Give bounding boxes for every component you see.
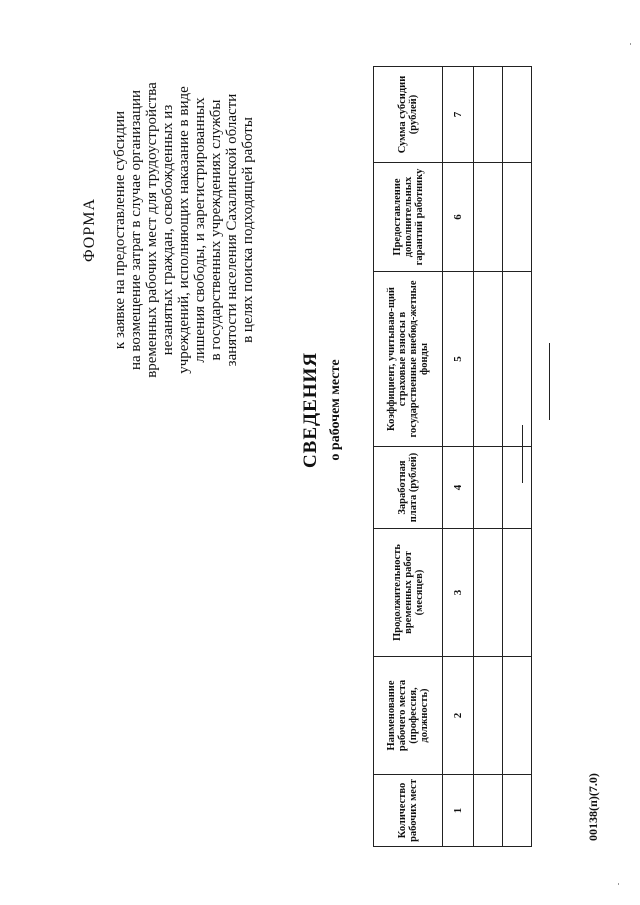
header-line: незанятых граждан, освобожденных из <box>160 104 176 356</box>
signature-line <box>522 425 523 483</box>
table-cell <box>503 657 532 775</box>
table-cell <box>474 272 503 447</box>
table-cell <box>474 529 503 657</box>
table-cell <box>474 775 503 847</box>
column-header: Продолжительность временных работ (месяцев) <box>374 529 443 657</box>
scan-speck <box>618 883 619 885</box>
column-header: Количество рабочих мест <box>374 775 443 847</box>
table-cell <box>503 272 532 447</box>
table-cell <box>503 447 532 529</box>
column-header: Коэффициент, учитываю-щий страховые взносы в государственные внебюд-жетные фонды <box>374 272 443 447</box>
workplace-table <box>373 66 532 847</box>
section-heading <box>300 335 344 485</box>
table-cell <box>474 163 503 272</box>
column-number: 6 <box>443 163 474 272</box>
form-code: 00138(п)(7.0) <box>586 773 600 841</box>
header-line: на возмещение затрат в случае организации <box>128 89 144 371</box>
form-title: ФОРМА <box>81 197 98 263</box>
column-number: 3 <box>443 529 474 657</box>
table-cell <box>503 529 532 657</box>
table-cell <box>474 447 503 529</box>
header-line: в целях поиска подходящей работы <box>240 117 256 343</box>
header-line: в государственных учреждениях службы <box>208 99 224 361</box>
table-header-row <box>374 67 443 847</box>
column-header: Сумма субсидии (рублей) <box>374 67 443 163</box>
table-cell <box>503 67 532 163</box>
scan-speck <box>630 43 631 45</box>
table-row <box>503 67 532 847</box>
column-number: 1 <box>443 775 474 847</box>
section-subtitle: о рабочем месте <box>328 359 343 461</box>
header-line: лишения свободы, и зарегистрированных <box>192 97 208 363</box>
header-line: к заявке на предоставление субсидии <box>112 110 128 350</box>
header-line: учреждений, исполняющих наказание в виде <box>176 86 192 374</box>
section-title: СВЕДЕНИЯ <box>300 351 321 469</box>
signature-line <box>549 343 550 420</box>
header-line: занятости населения Сахалинской области <box>224 93 240 367</box>
table-row <box>474 67 503 847</box>
table-cell <box>503 163 532 272</box>
table-cell <box>503 775 532 847</box>
table-cell <box>474 67 503 163</box>
column-header: Наименование рабочего места (профессия, должность) <box>374 657 443 775</box>
column-header: Предоставление дополнительных гарантий работнику <box>374 163 443 272</box>
column-header: Заработная плата (рублей) <box>374 447 443 529</box>
column-number: 7 <box>443 67 474 163</box>
table-number-row <box>443 67 474 847</box>
column-number: 5 <box>443 272 474 447</box>
form-header <box>82 0 256 465</box>
table-cell <box>474 657 503 775</box>
column-number: 2 <box>443 657 474 775</box>
header-line: временных рабочих мест для трудоустройства <box>144 82 160 378</box>
column-number: 4 <box>443 447 474 529</box>
